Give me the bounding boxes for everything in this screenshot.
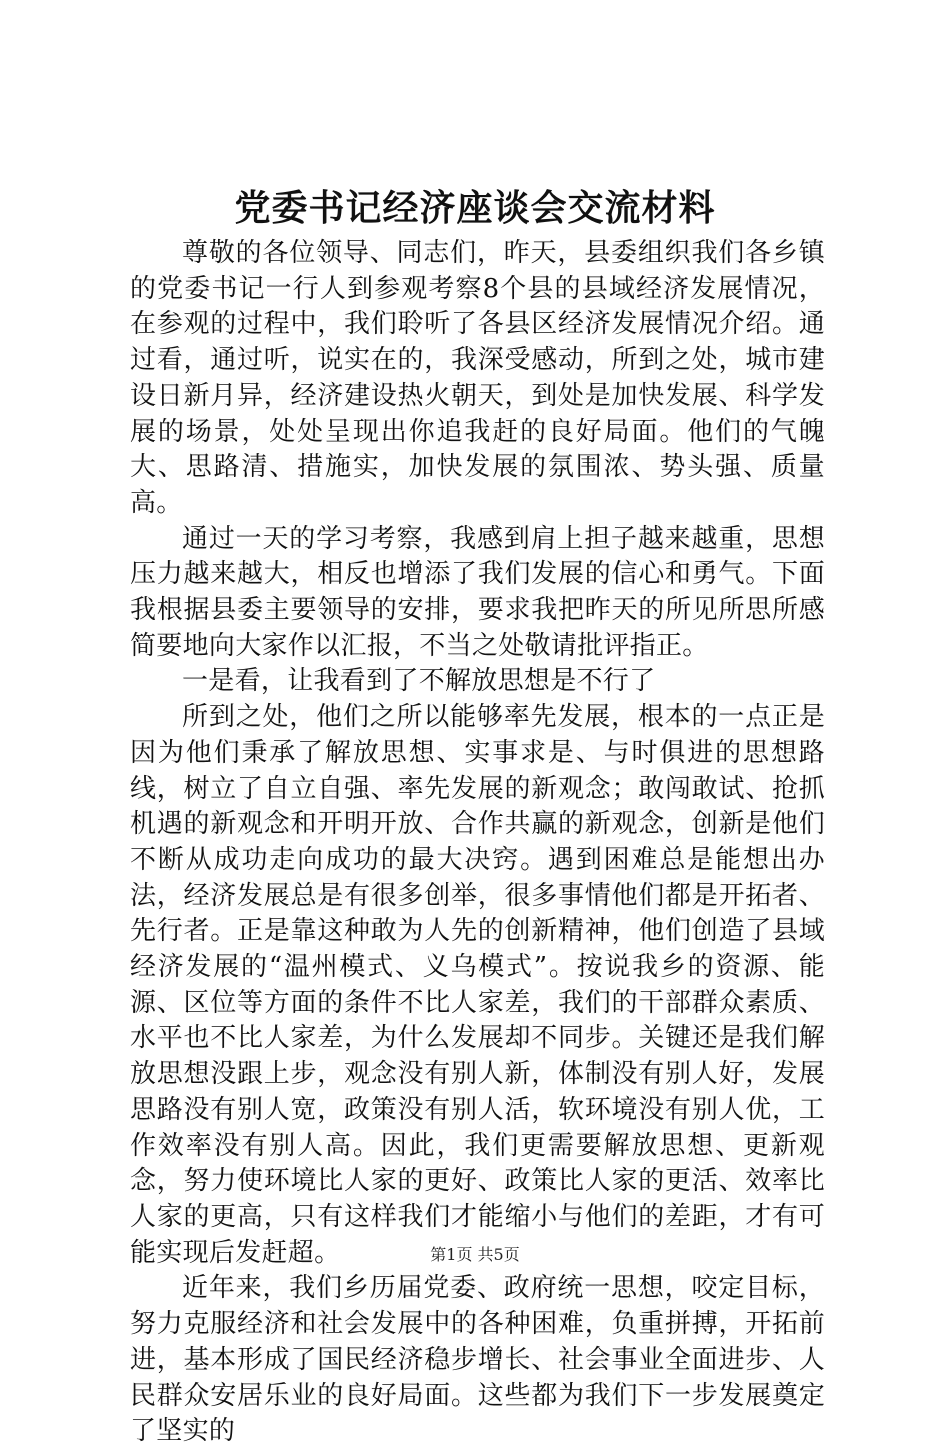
paragraph-innovation: 所到之处，他们之所以能够率先发展，根本的一点正是因为他们秉承了解放思想、实事求是、与时俱进的思想路线，树立了自立自强、率先发展的新观念；敢闯敢试、抢抓机遇的新观念和开明开放、合作共赢的新观念，创新是他们不断从成功走向成功的最大决窍。遇到困难总是能想出办法，经济发展总是有很多创举，很多事情他们都是开拓者、先行者。正是靠这种敢为人先的创新精神，他们创造了县域经济发展的“温州模式、义乌模式”。按说我乡的资源、能源、区位等方面的条件不比人家差，我们的干部群众素质、水平也不比人家差，为什么发展却不同步。关键还是我们解放思想没跟上步，观念没有别人新，体制没有别人好，发展思路没有别人宽，政策没有别人活，软环境没有别人优，工作效率没有别人高。因此，我们更需要解放思想、更新观念，努力使环境比人家的更好、政策比人家的更活、效率比人家的更高，只有这样我们才能缩小与他们的差距，才有可能实现后发赶超。 — [130, 702, 825, 1268]
paragraph-greeting: 尊敬的各位领导、同志们，昨天，县委组织我们各乡镇的党委书记一行人到参观考察8个县的县域经济发展情况，在参观的过程中，我们聆听了各县区经济发展情况介绍。通过看，通过听，说实在的，我深受感动，所到之处，城市建设日新月异，经济建设热火朝天，到处是加快发展、科学发展的场景，处处呈现出你追我赶的良好局面。他们的气魄大、思路清、措施实，加快发展的氛围浓、势头强、质量高。 — [130, 238, 825, 518]
paragraph-recent-years: 近年来，我们乡历届党委、政府统一思想，咬定目标，努力克服经济和社会发展中的各种困难，负重拼搏，开拓前进，基本形成了国民经济稳步增长、社会事业全面进步、人民群众安居乐业的良好局面。这些都为我们下一步发展奠定了坚实的 — [130, 1273, 825, 1447]
page-number-footer: 第1页 共5页 — [430, 1245, 520, 1264]
paragraph-section-heading: 一是看，让我看到了不解放思想是不行了 — [182, 666, 656, 697]
paragraph-study-report: 通过一天的学习考察，我感到肩上担子越来越重，思想压力越来越大，相反也增添了我们发展的信心和勇气。下面我根据县委主要领导的安排，要求我把昨天的所见所思所感简要地向大家作以汇报，不当之处敬请批评指正。 — [130, 523, 825, 661]
document-body — [130, 236, 825, 1450]
document-title: 党委书记经济座谈会交流材料 — [234, 187, 716, 229]
